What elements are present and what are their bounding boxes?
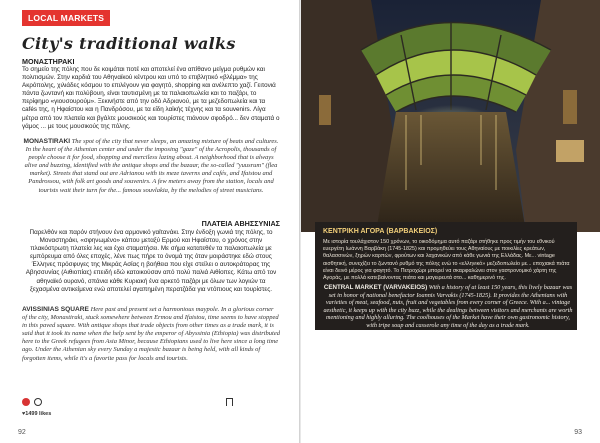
monastiraki-body-en: The spot of the city that never sleeps, an amazing mixture of beats and cultures. In the heart of the Athenian center and under the imposing "gaze" of the Acropolis, thousands of people choose it for food, shopping and merciless lazing about. A neighborhood that is always alive and buzzing, identified with the antique shops and the bazaar, the so-called "yuusrum" (flea market). Streets that stand out are Adrianou with its meze taverns and cafés, and Ifaistou and Pandrossou, with folk art goods and souvenirs. A few meters away from the station, locals and tourists wait their turn for the... famous souvlakia, by the melodies of street musicians. [24,138,279,194]
section-tab: LOCAL MARKETS [22,10,110,26]
monastiraki-heading-gr: ΜΟΝΑΣΤΗΡΑΚΙ [22,57,75,66]
avissinias-text-en [22,306,280,363]
market-photo [301,0,600,232]
comment-icon [34,398,42,406]
caption-label-en: CENTRAL MARKET (VARVAKEIOS) [323,284,428,291]
monastiraki-text-en [22,138,280,195]
bookmark-icon [226,398,233,406]
left-page [0,0,299,443]
page-number-right: 93 [574,429,582,436]
page-title: City's traditional walks [22,34,236,53]
central-market-illustration [301,0,600,232]
avissinias-body-en: Here past and present set a harmonious maypole. In a glorious corner of the city, Monastiraki, stuck somewhere between Ermou and Ifaistou, time seems to have stopped in this paved square. With antique shops that trade objects from other times as a trade mark, it is said that it took its name when the help sent by the emperor of Abyssinia (Ethiopia) was distributed here to the Greek refugees from Asia Minor, because Ethiopians used to live here since a long time ago. Under the Athenian sky every Sunday a majestic bazaar is being held, with all kinds of forgotten items, while it's a favorite pass for locals and tourists. [22,306,280,362]
avissinias-text-gr: Παρελθόν και παρόν στήνουν ένα αρμονικό γαϊτανάκι. Στην ένδοξη γωνιά της πόλης, το Μοναστηράκι, «σφηνωμένο» κάπου μεταξύ Ερμού και Ηφαίστου, ο χρόνος στην πλακόστρωτη πλατεία λες και έχει σταματήσει. Με σήμα κατατεθέν τα παλαιοπωλεία με εμπόρευμα από όλες εποχές, λένε πως πήρε το όνομά της όταν μοιράστηκε εδώ στους Έλληνες πρόσφυγες της Μικράς Ασίας η βοήθεια που είχε στείλει ο αυτοκράτορας της Αβησσυνίας (Αιθιοπίας) επειδή εδώ κατοικούσαν από πολύ παλιά Αιθίοπες. Κάτω από τον αθηναϊκό ουρανό, σπάνια κάθε Κυριακή ένα αρκετό παζάρι με όλων των λογιών τα ξεχασμένα αντικείμενα ενώ αποτελεί αγαπημένη περατζάδα για ντόπιους και τουρίστες. [25,229,277,293]
caption-text-gr: Με ιστορία τουλάχιστον 150 χρόνων, το οικοδόμημα αυτό παζάρι στήθηκε προς τιμήν του εθνικού ευεργέτη Ιωάννη Βαρβάκη (1745-1825) και προμηθεύει τους Αθηναίους με ποικιλίες κρεάτων, θαλασσινών, ξηρών καρπών, φρούτων και λαχανικών από κάθε γωνιά της Ελλάδας. Με... vintage αισθητική, συνεχίζει το ζωντανό ρυθμό της πόλης ενώ το «ελληνικό» μεζεδοπωλείο με... εποχιακά πιάτα είναι δεινό μέρος για φαγητό. Το Πετροχώρι μπορεί να σκαρφαλώνει στον γαστρονομικό χάρτη της Αγοράς, με πολλά κατεβαίνοντας πιάτα και μαγειρευτά στο... καθημερινό της. [323,239,570,282]
caption-box [315,222,577,330]
monastiraki-text-gr: Το σημείο της πόλης που δε κοιμάται ποτέ και αποτελεί ένα απίθανο μείγμα ρυθμών και πολιτισμών. Στην καρδιά του Αθηναϊκού κέντρου και υπό το επιβλητικό «βλέμμα» της Ακρόπολης, χιλιάδες κόσμου το επιλέγουν για φαγητό, shopping και ανέλεπτο χαζί. Γειτονιά πάντα ζωντανή και πολύβουη, είναι ταυτισμένη με τα παλαιοπωλεία και το παζάρι, το περίφημο «γιουσουρούμ». Ξεκινήστε από την οδό Αδριανού, με τα μεζεδοπωλεία και τα cafés της, η Ηφαίστου και η Πανδρόσου, με τα είδη λαϊκής τέχνης και τα souvenirs. Λίγα μέτρα από τον πλατεία και βγάλτε μουσικούς και τουρίστες πιάνουν σφοδρό... δεν σταματά ο γάμος ... με τους μουσικούς της πόλης. [22,66,280,130]
right-page [301,0,600,443]
heart-icon [22,398,30,406]
avissinias-label-en: AVISSINIAS SQUARE [22,306,89,313]
avissinias-heading-gr: ΠΛΑΤΕΙΑ ΑΒΗΣΣΥΝΙΑΣ [201,219,280,228]
page-number-left: 92 [18,429,26,436]
caption-body-en: With a history of at least 150 years, this lively bazaar was set in honor of national benefactor Ioannis Varvakis (1745-1825). It provides the Athenians with varieties of meat, seafood, nuts, fruit and vegetables from every corner of Greece. With a... vintage aesthetic, it keeps up with the city buzz, while the dealings between visitors and merchants are worth mentioning and highly alluring. The coolhouses of the Market have their own gastronomic history, with tripe soup and casserole any time of the day as a trade mark. [323,284,573,329]
monastiraki-label-en: MONASTIRAKI [23,138,71,145]
caption-heading-gr: ΚΕΝΤΡΙΚΗ ΑΓΟΡΑ (ΒΑΡΒΑΚΕΙΟΣ) [323,228,438,235]
likes-count: ♥1499 likes [22,411,52,417]
social-bar [22,398,237,417]
caption-text-en [323,284,573,330]
